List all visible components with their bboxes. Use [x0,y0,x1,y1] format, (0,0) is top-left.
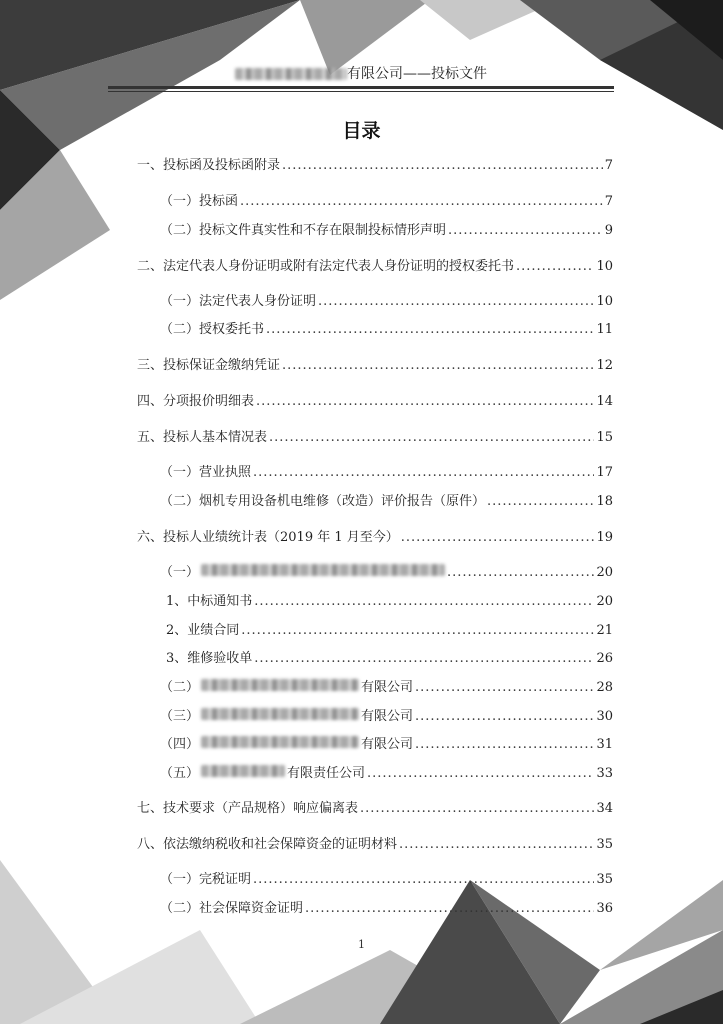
toc-entry[interactable]: （一）营业执照 ..... 17 [160,464,613,482]
toc-entry[interactable]: （三） 有限公司 ..... 30 [160,708,613,726]
toc-entry[interactable]: （一）法定代表人身份证明 ..... 10 [160,293,613,311]
toc-entry[interactable]: （五） 有限责任公司 ..... 33 [160,765,613,783]
toc-entry[interactable]: 一、投标函及投标函附录 ..... 7 [137,157,613,175]
redacted-company-name [201,679,359,691]
toc-entry[interactable]: （二） 有限公司 ..... 28 [160,679,613,697]
redacted-project-name [201,564,445,576]
toc-entry[interactable]: （一）投标函 ..... 7 [160,193,613,211]
header-rule-thick [108,86,614,89]
toc-entry[interactable]: （四） 有限公司 ..... 31 [160,736,613,754]
toc-entry[interactable]: （二）社会保障资金证明 ..... 36 [160,900,613,918]
toc-entry[interactable]: （一）完税证明 ..... 35 [160,871,613,889]
header-text: 有限公司——投标文件 [347,66,487,82]
redacted-company-name [201,708,359,720]
toc-entry[interactable]: 八、依法缴纳税收和社会保障资金的证明材料 ..... 35 [137,836,613,854]
toc-entry[interactable]: 七、技术要求（产品规格）响应偏离表 ..... 34 [137,800,613,818]
redacted-company-name [235,68,347,80]
toc-title: 目录 [342,120,381,142]
toc-entry[interactable]: 2、业绩合同 ..... 21 [166,622,613,640]
toc-entry[interactable]: 五、投标人基本情况表 ..... 15 [137,429,613,447]
redacted-company-name [201,736,359,748]
toc-entry[interactable]: 三、投标保证金缴纳凭证 ..... 12 [137,357,613,375]
toc-entry[interactable]: 3、维修验收单 ..... 26 [166,650,613,668]
toc-entry[interactable]: 六、投标人业绩统计表（2019 年 1 月至今） ..... 19 [137,529,613,547]
toc-entry[interactable]: （二）烟机专用设备机电维修（改造）评价报告（原件） ..... 18 [160,493,613,511]
page-number: 1 [358,938,365,951]
toc-entry[interactable]: （一） ..... 20 [160,564,613,582]
toc-entry[interactable]: 二、法定代表人身份证明或附有法定代表人身份证明的授权委托书 ..... 10 [137,258,613,276]
toc-entry[interactable]: （二）投标文件真实性和不存在限制投标情形声明 ..... 9 [160,222,613,240]
toc-entry[interactable]: （二）授权委托书 ..... 11 [160,321,613,339]
header-rule-thin [108,91,614,92]
page-header [108,64,614,88]
toc-entry[interactable]: 1、中标通知书 ..... 20 [166,593,613,611]
toc-entry[interactable]: 四、分项报价明细表 ..... 14 [137,393,613,411]
redacted-company-name [201,765,285,777]
